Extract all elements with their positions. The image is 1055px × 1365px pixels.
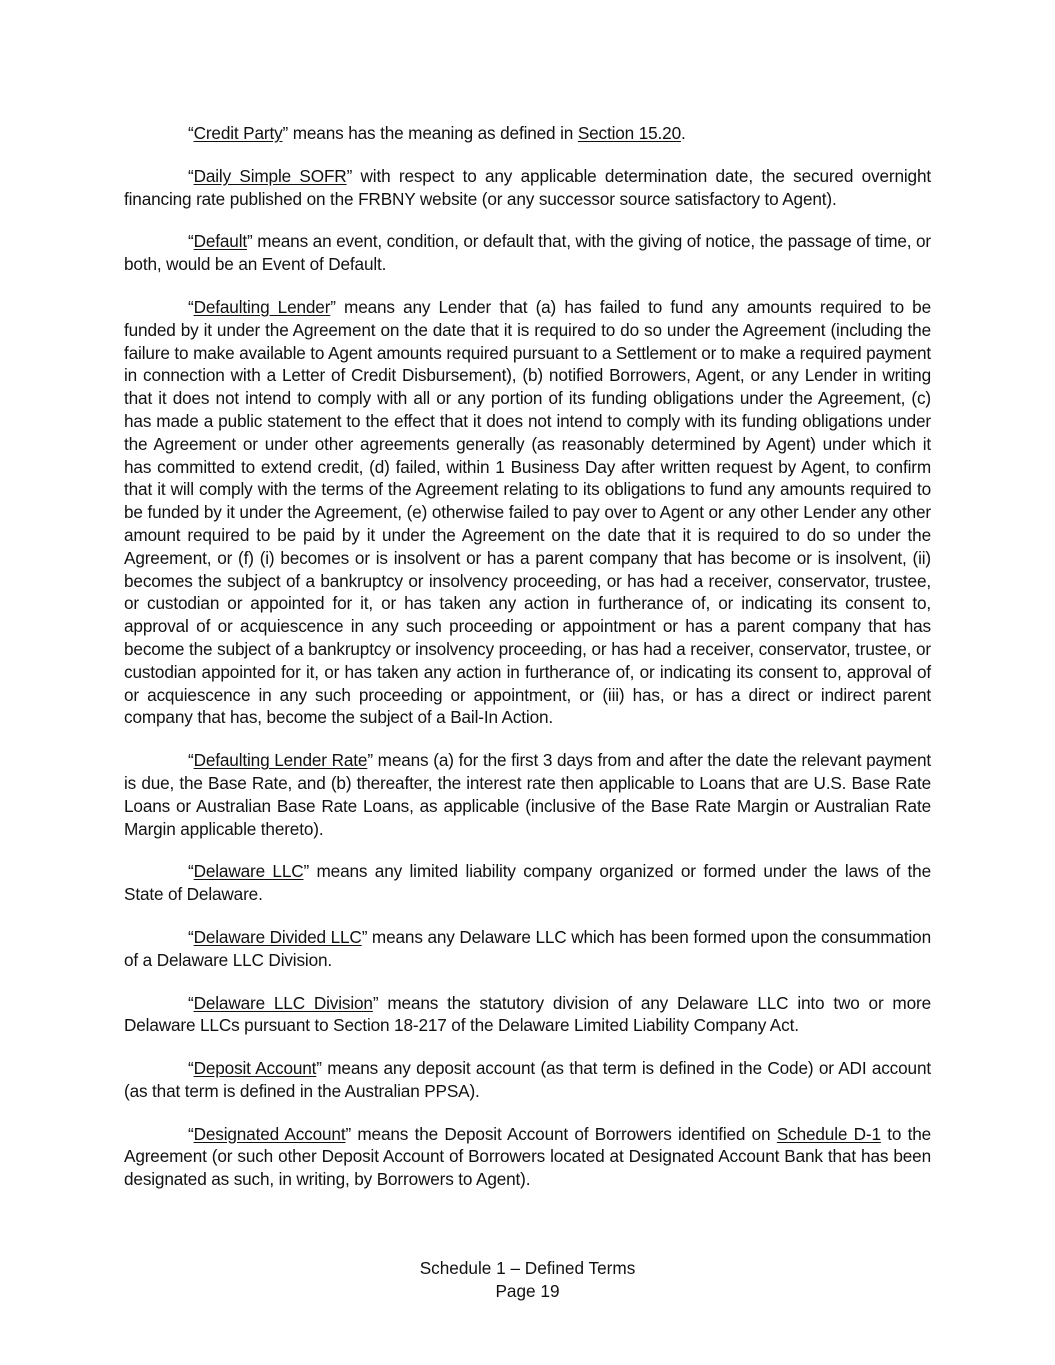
defined-term: Defaulting Lender Rate <box>193 750 368 771</box>
text-segment: ” means has the meaning as defined in <box>282 123 578 143</box>
defined-term: Credit Party <box>193 123 283 143</box>
text-segment: ” means any Delaware LLC which has been formed upon the consummation of a Delaware LLC Division. <box>124 926 931 970</box>
text-segment: “ <box>188 165 194 186</box>
text-segment: “ <box>188 1123 194 1144</box>
defined-term: Default <box>193 231 247 252</box>
definition-delaware-divided-llc <box>124 926 931 972</box>
text-segment: ” means the statutory division of any Delaware LLC into two or more Delaware LLCs pursuant to Section 18-217 of the Delaware Limited Liability Company Act. <box>124 992 931 1036</box>
text-segment: ” means the Deposit Account of Borrowers identified on <box>345 1123 777 1144</box>
definition-deposit-account <box>124 1057 931 1103</box>
section-reference: Section 15.20 <box>577 123 681 143</box>
definition-delaware-llc <box>124 860 931 906</box>
text-segment: “ <box>188 1058 194 1079</box>
definition-designated-account <box>124 1123 931 1191</box>
defined-term: Daily Simple SOFR <box>193 165 347 186</box>
defined-term: Deposit Account <box>193 1058 317 1079</box>
text-segment: ” means (a) for the first 3 days from and after the date the relevant payment is due, the Base Rate, and (b) thereafter, the interest rate then applicable to Loans that are U.S. Base Rate Loans or Australian Base Rate Loans, as applicable (inclusive of the Base Rate Margin or Australian Rate Margin applicable thereto). <box>124 750 932 839</box>
text-segment: . <box>680 123 686 143</box>
text-segment: “ <box>188 750 194 771</box>
definition-default <box>124 230 931 276</box>
text-segment: “ <box>188 123 194 143</box>
text-segment: ” means any deposit account (as that term is defined in the Code) or ADI account (as that term is defined in the Australian PPSA). <box>124 1058 931 1101</box>
page-footer <box>0 1257 1055 1303</box>
text-segment: “ <box>188 992 194 1013</box>
text-segment: ” with respect to any applicable determination date, the secured overnight financing rate published on the FRBNY website (or any successor source satisfactory to Agent). <box>124 165 931 209</box>
defined-term: Designated Account <box>193 1123 346 1144</box>
definition-defaulting-lender-rate <box>124 749 931 840</box>
footer-title: Schedule 1 – Defined Terms <box>419 1258 636 1278</box>
text-segment: to the Agreement (or such other Deposit Account of Borrowers located at Designated Account Bank that has been designated as such, in writing, by Borrowers to Agent). <box>124 1123 932 1190</box>
page-number: Page 19 <box>495 1281 560 1301</box>
definition-defaulting-lender <box>124 296 931 729</box>
text-segment: “ <box>188 926 194 947</box>
text-segment: ” means any Lender that (a) has failed to fund any amounts required to be funded by it under the Agreement on the date that it is required to do so under the Agreement (including the failure to make available to Agent amounts required pursuant to a Settlement or to make a required payment in connection with a Letter of Credit Disbursement), (b) notified Borrowers, Agent, or any Lender in writing that it does not intend to comply with all or any portion of its funding obligations under the Agreement, (c) has made a public statement to the effect that it does not intend to comply with its funding obligations under the Agreement or under other agreements generally (as reasonably determined by Agent) under which it has committed to extend credit, (d) failed, within 1 Business Day after written request by Agent, to confirm that it will comply with the terms of the Agreement relating to its obligations to fund any amounts required to be funded by it under the Agreement, (e) otherwise failed to pay over to Agent or any other Lender any other amount required to be paid by it under the Agreement on the date that it is required to do so under the Agreement, or (f) (i) becomes or is insolvent or has a parent company that has become or is insolvent, (ii) becomes the subject of a bankruptcy or insolvency proceeding, or has had a receiver, conservator, trustee, or custodian or appointed for it, or has taken any action in furtherance of, or indicating its consent to, approval of or acquiescence in any such proceeding or appointment or has a parent company that has become the subject of a bankruptcy or insolvency proceeding, or has had a receiver, conservator, trustee, or custodian appointed for it, or has taken any action in furtherance of, or indicating its consent to, approval of or acquiescence in any such proceeding or appointment, or (iii) has, or has a direct or indirect parent company that has, become the subject of a Bail-In Action. <box>124 296 931 728</box>
text-segment: ” means any limited liability company organized or formed under the laws of the State of Delaware. <box>124 861 931 905</box>
text-segment: “ <box>188 296 194 317</box>
definition-daily-simple-sofr <box>124 165 931 211</box>
definition-credit-party <box>124 122 931 145</box>
text-segment: “ <box>188 861 194 882</box>
document-body <box>124 122 931 1211</box>
defined-term: Delaware LLC <box>193 861 304 882</box>
defined-term: Defaulting Lender <box>193 296 331 317</box>
defined-term: Delaware LLC Division <box>193 992 373 1013</box>
defined-term: Delaware Divided LLC <box>193 926 362 947</box>
text-segment: “ <box>188 231 194 252</box>
schedule-reference: Schedule D-1 <box>776 1123 881 1144</box>
text-segment: ” means an event, condition, or default that, with the giving of notice, the passage of time, or both, would be an Event of Default. <box>124 231 932 275</box>
definition-delaware-llc-division <box>124 992 931 1038</box>
